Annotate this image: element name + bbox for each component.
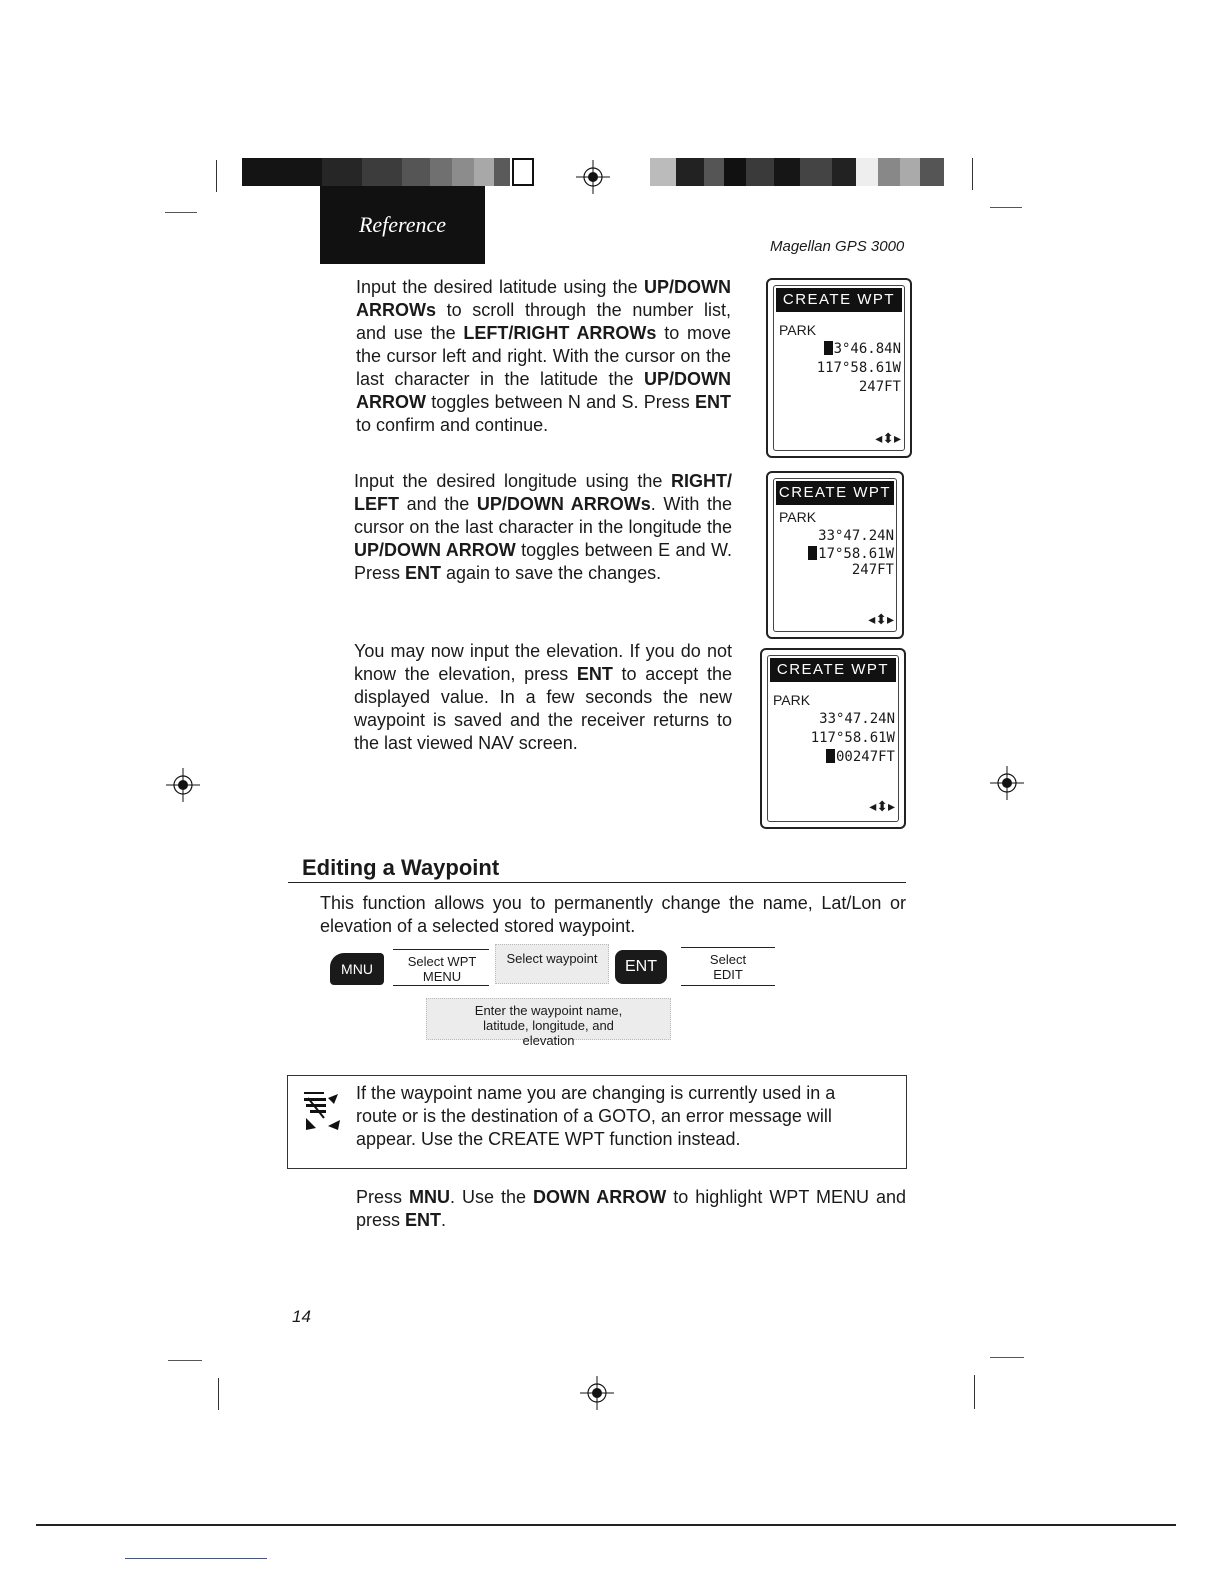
- crop-mark: [990, 1357, 1024, 1358]
- text: toggles between E and W. Press: [354, 540, 732, 583]
- screen-title: CREATE WPT: [770, 658, 896, 682]
- flow-line: [393, 949, 489, 950]
- crop-mark: [990, 207, 1022, 208]
- longitude-value: [808, 546, 894, 562]
- bottom-rule: [36, 1524, 1176, 1526]
- section-tab-label: Reference: [358, 212, 447, 237]
- elevation-text: 00247FT: [835, 749, 895, 765]
- instruction-paragraph: [356, 1186, 906, 1232]
- elevation-value: 247FT: [851, 562, 894, 578]
- flow-line: [681, 947, 775, 948]
- longitude-paragraph: [354, 470, 732, 585]
- latitude-value: 33°47.24N: [819, 711, 895, 727]
- text: .: [441, 1210, 447, 1230]
- header-bar-left: [242, 158, 534, 186]
- arrow-keys-icon: ◂⬍▸: [869, 798, 895, 814]
- arrow-keys-icon: ◂⬍▸: [868, 611, 894, 627]
- flow-step-select-edit: Select EDIT: [709, 952, 747, 982]
- cursor-icon: [824, 341, 833, 355]
- elevation-paragraph: [354, 640, 732, 755]
- text: Input the desired latitude using the: [356, 277, 644, 297]
- text: again to save the changes.: [441, 563, 662, 583]
- heading-rule: [288, 882, 906, 883]
- keyword: DOWN ARROW: [533, 1187, 667, 1207]
- keyword: LEFT/RIGHT ARROWs: [463, 323, 657, 343]
- text: and the: [399, 494, 477, 514]
- crop-mark: [216, 160, 217, 192]
- page-number: 14: [292, 1307, 311, 1326]
- text: Press: [356, 1187, 409, 1207]
- longitude-value: 117°58.61W: [816, 360, 901, 376]
- flow-line: [393, 985, 489, 986]
- cursor-icon: [826, 749, 835, 763]
- intro-paragraph: This function allows you to permanently change the name, Lat/Lon or elevation of a selected stored waypoint.: [320, 893, 906, 936]
- arrow-keys-icon: ◂⬍▸: [875, 430, 901, 446]
- latitude-value: [824, 341, 901, 357]
- text: to confirm and continue.: [356, 415, 549, 435]
- latitude-paragraph: [356, 276, 731, 437]
- keyword: ENT: [576, 664, 613, 684]
- longitude-text: 17°58.61W: [818, 546, 894, 562]
- header-bar-right: [650, 158, 944, 186]
- elevation-value: 247FT: [858, 379, 901, 395]
- flow-step-select-wpt-menu: Select WPT MENU: [407, 954, 477, 984]
- registration-mark-icon: [990, 766, 1024, 800]
- waypoint-name: PARK: [779, 509, 817, 525]
- text: to scroll through the number list, and use the: [356, 300, 731, 343]
- crop-mark: [974, 1375, 975, 1409]
- keyword: ENT: [405, 563, 442, 583]
- key-label: ENT: [625, 958, 657, 975]
- bottom-link-rule: [125, 1558, 267, 1559]
- note-text: If the waypoint name you are changing is currently used in a route or is the destination of a GOTO, an error message will appear. Use the CREATE WPT function instead.: [356, 1083, 836, 1149]
- keyword: ENT: [695, 392, 731, 412]
- waypoint-name: PARK: [779, 322, 817, 338]
- longitude-value: 117°58.61W: [810, 730, 895, 746]
- crop-mark: [972, 158, 973, 190]
- flow-step-select-waypoint: Select waypoint: [495, 944, 609, 984]
- elevation-value: [826, 749, 895, 765]
- text: toggles between N and S. Press: [426, 392, 695, 412]
- registration-mark-icon: [576, 160, 610, 194]
- cursor-icon: [808, 546, 817, 560]
- waypoint-name: PARK: [773, 692, 811, 708]
- crop-mark: [165, 212, 197, 213]
- registration-mark-icon: [580, 1376, 614, 1410]
- note-icon: [302, 1090, 342, 1132]
- ent-key-icon: [615, 950, 667, 984]
- keyword: ENT: [405, 1210, 442, 1230]
- text: You may now input the elevation. If you do not know the elevation, press: [354, 641, 732, 684]
- section-tab: [320, 186, 485, 264]
- keyword: MNU: [409, 1187, 450, 1207]
- gps-screen-latitude: [766, 278, 912, 458]
- screen-title: CREATE WPT: [776, 288, 902, 312]
- crop-mark: [218, 1378, 219, 1410]
- flow-line: [681, 985, 775, 986]
- key-label: MNU: [341, 961, 373, 977]
- screen-title: CREATE WPT: [776, 481, 894, 505]
- running-head: Magellan GPS 3000: [770, 238, 905, 255]
- text: . Use the: [450, 1187, 533, 1207]
- keyword: UP/DOWN ARROW: [354, 540, 516, 560]
- latitude-value: 33°47.24N: [818, 528, 894, 544]
- text: . With the cursor on the last character in the longitude the: [354, 494, 732, 537]
- text: to highlight WPT MENU and press: [356, 1187, 906, 1230]
- crop-mark: [168, 1360, 202, 1361]
- note-box: [287, 1075, 907, 1169]
- latitude-text: 3°46.84N: [833, 341, 901, 357]
- keyword: UP/DOWN ARROW: [356, 369, 731, 412]
- gps-screen-elevation: [760, 648, 906, 829]
- text: to accept the displayed value. In a few seconds the new waypoint is saved and the receiver returns to the last viewed NAV screen.: [354, 664, 732, 753]
- keyword: RIGHT/ LEFT: [354, 471, 732, 514]
- gps-screen-longitude: [766, 471, 904, 639]
- keyword: UP/DOWN ARROWs: [356, 277, 731, 320]
- section-heading: Editing a Waypoint: [302, 855, 500, 880]
- flow-step-enter-values: Enter the waypoint name, latitude, longitude, and elevation: [426, 998, 671, 1040]
- text: Input the desired longitude using the: [354, 471, 671, 491]
- mnu-key-icon: [330, 953, 384, 985]
- text: to move the cursor left and right. With the cursor on the last character in the latitude the: [356, 323, 731, 389]
- keyword: UP/DOWN ARROWs: [476, 494, 651, 514]
- registration-mark-icon: [166, 768, 200, 802]
